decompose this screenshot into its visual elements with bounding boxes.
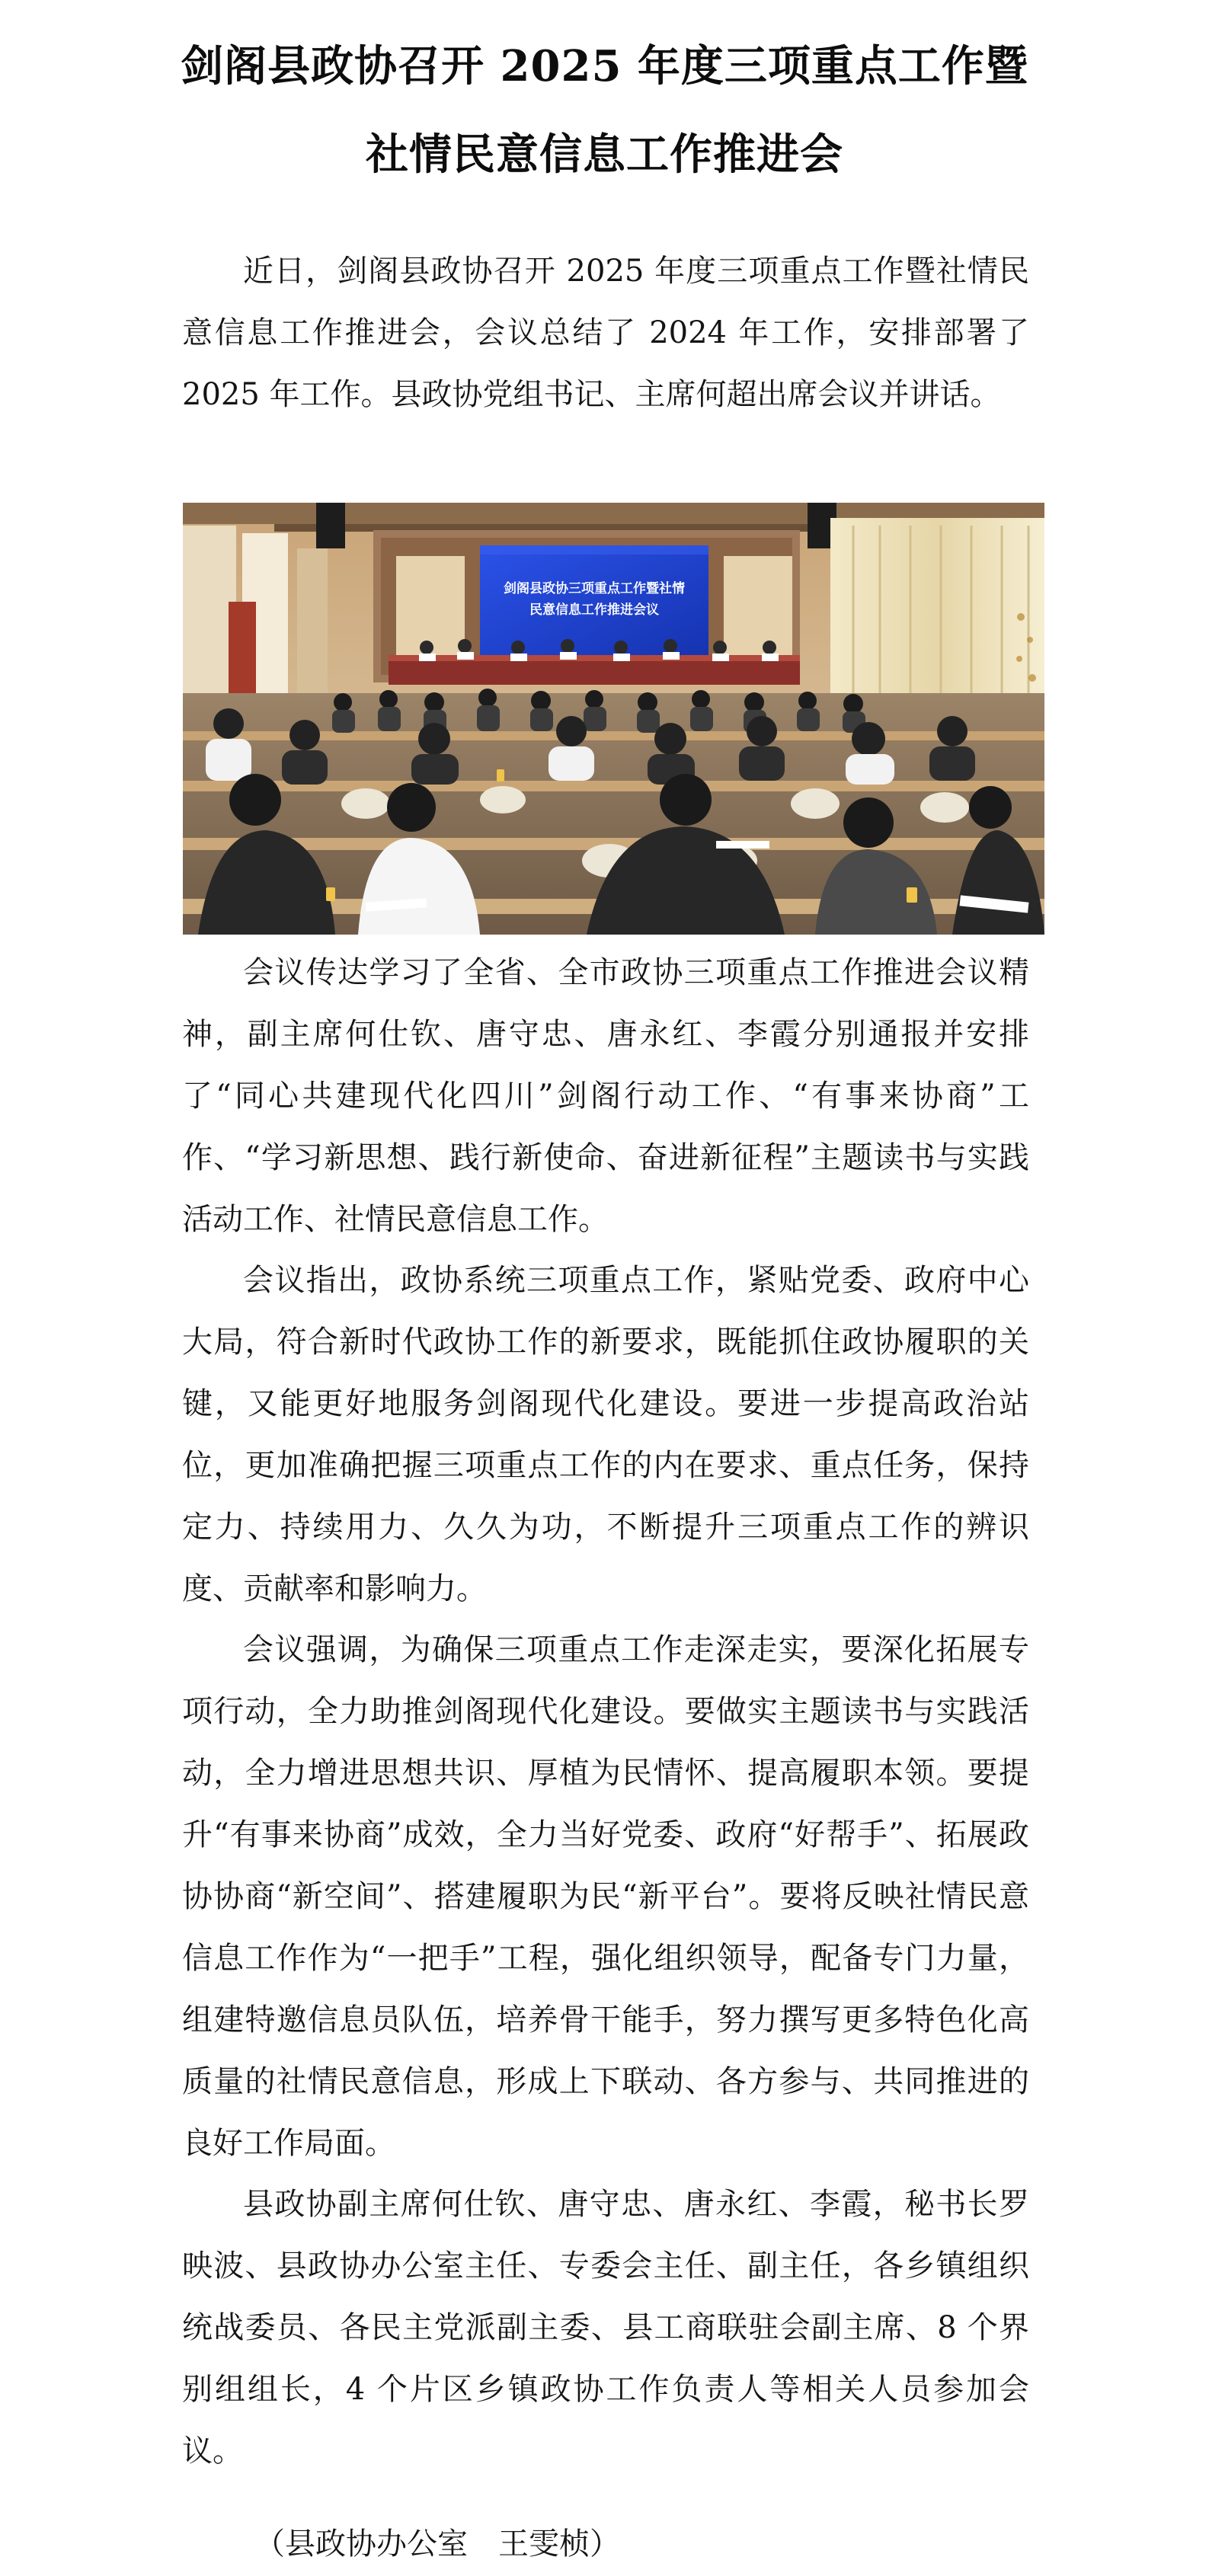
article-title-line-2: 社情民意信息工作推进会: [366, 129, 843, 180]
screen-text-line-1: 剑阁县政协三项重点工作暨社情: [504, 581, 685, 596]
article-paragraph-2: 会议传达学习了全省、全市政协三项重点工作推进会议精神，副主席何仕钦、唐守忠、唐永红、李霞分别通报并安排了“同心共建现代化四川”剑阁行动工作、“有事来协商”工作、“学习新思想、践行新使命、奋进新征程”主题读书与实践活动工作、社情民意信息工作。: [182, 955, 1029, 1237]
article-title-line-1: 剑阁县政协召开 2025 年度三项重点工作暨: [181, 40, 1028, 91]
meeting-photo: [183, 503, 1044, 935]
article-paragraph-5: 县政协副主席何仕钦、唐守忠、唐永红、李霞，秘书长罗映波、县政协办公室主任、专委会主任、副主任，各乡镇组织统战委员、各民主党派副主委、县工商联驻会副主席、8 个界别组组长，4 个片区乡镇政协工作负责人等相关人员参加会议。: [182, 2187, 1029, 2469]
screen-text-line-2: 民意信息工作推进会议: [529, 602, 659, 618]
article-paragraph-1: 近日，剑阁县政协召开 2025 年度三项重点工作暨社情民意信息工作推进会，会议总结了 2024 年工作，安排部署了 2025 年工作。县政协党组书记、主席何超出席会议并讲话。: [182, 254, 1029, 412]
article-paragraph-4: 会议强调，为确保三项重点工作走深走实，要深化拓展专项行动，全力助推剑阁现代化建设。要做实主题读书与实践活动，全力增进思想共识、厚植为民情怀、提高履职本领。要提升“有事来协商”成效，全力当好党委、政府“好帮手”、拓展政协协商“新空间”、搭建履职为民“新平台”。要将反映社情民意信息工作作为“一把手”工程，强化组织领导，配备专门力量，组建特邀信息员队伍，培养骨干能手，努力撰写更多特色化高质量的社情民意信息，形成上下联动、各方参与、共同推进的良好工作局面。: [182, 1632, 1029, 2161]
article-paragraph-3: 会议指出，政协系统三项重点工作，紧贴党委、政府中心大局，符合新时代政协工作的新要求，既能抓住政协履职的关键，又能更好地服务剑阁现代化建设。要进一步提高政治站位，更加准确把握三项重点工作的内在要求、重点任务，保持定力、持续用力、久久为功，不断提升三项重点工作的辨识度、贡献率和影响力。: [182, 1263, 1029, 1606]
article-byline: （县政协办公室 王雯桢）: [254, 2526, 620, 2562]
